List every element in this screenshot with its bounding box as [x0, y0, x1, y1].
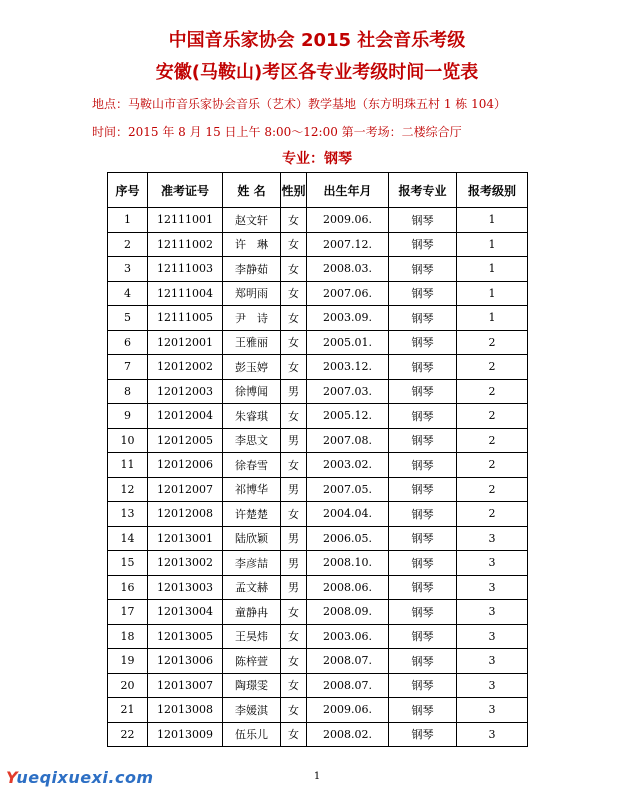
- cell-gender: 男: [281, 551, 307, 576]
- cell-level: 2: [457, 428, 528, 453]
- cell-level: 3: [457, 575, 528, 600]
- cell-level: 3: [457, 526, 528, 551]
- cell-level: 3: [457, 698, 528, 723]
- cell-gender: 女: [281, 502, 307, 527]
- cell-level: 3: [457, 722, 528, 747]
- cell-birth: 2008.09.: [307, 600, 389, 625]
- col-header-gender: 性别: [281, 173, 307, 208]
- cell-name: 赵文轩: [223, 208, 281, 233]
- cell-birth: 2009.06.: [307, 698, 389, 723]
- cell-gender: 女: [281, 306, 307, 331]
- cell-index: 18: [108, 624, 148, 649]
- cell-name: 尹 诗: [223, 306, 281, 331]
- table-row: [108, 600, 528, 625]
- cell-gender: 女: [281, 673, 307, 698]
- cell-exam-id: 12013006: [148, 649, 223, 674]
- cell-birth: 2003.09.: [307, 306, 389, 331]
- cell-level: 2: [457, 379, 528, 404]
- cell-gender: 女: [281, 404, 307, 429]
- cell-name: 孟文赫: [223, 575, 281, 600]
- cell-name: 李思文: [223, 428, 281, 453]
- cell-exam-id: 12013001: [148, 526, 223, 551]
- cell-major: 钢琴: [389, 379, 457, 404]
- cell-index: 22: [108, 722, 148, 747]
- cell-birth: 2003.06.: [307, 624, 389, 649]
- cell-index: 21: [108, 698, 148, 723]
- cell-exam-id: 12012008: [148, 502, 223, 527]
- cell-major: 钢琴: [389, 453, 457, 478]
- cell-name: 王昊炜: [223, 624, 281, 649]
- table-body: [108, 208, 528, 747]
- cell-index: 14: [108, 526, 148, 551]
- cell-major: 钢琴: [389, 257, 457, 282]
- cell-birth: 2007.06.: [307, 281, 389, 306]
- table-row: [108, 502, 528, 527]
- cell-index: 9: [108, 404, 148, 429]
- cell-index: 19: [108, 649, 148, 674]
- cell-exam-id: 12013007: [148, 673, 223, 698]
- cell-index: 8: [108, 379, 148, 404]
- cell-gender: 女: [281, 649, 307, 674]
- cell-exam-id: 12013008: [148, 698, 223, 723]
- subject-heading: 专业：钢琴: [282, 151, 352, 167]
- table-row: [108, 404, 528, 429]
- cell-major: 钢琴: [389, 330, 457, 355]
- cell-index: 6: [108, 330, 148, 355]
- table-row: [108, 624, 528, 649]
- cell-name: 朱睿琪: [223, 404, 281, 429]
- cell-birth: 2008.06.: [307, 575, 389, 600]
- cell-birth: 2008.10.: [307, 551, 389, 576]
- cell-birth: 2007.12.: [307, 232, 389, 257]
- cell-level: 2: [457, 453, 528, 478]
- col-header-name: 姓 名: [223, 173, 281, 208]
- table-row: [108, 379, 528, 404]
- cell-birth: 2007.05.: [307, 477, 389, 502]
- cell-exam-id: 12013003: [148, 575, 223, 600]
- cell-birth: 2008.07.: [307, 673, 389, 698]
- cell-major: 钢琴: [389, 281, 457, 306]
- cell-level: 1: [457, 306, 528, 331]
- cell-exam-id: 12012005: [148, 428, 223, 453]
- cell-index: 13: [108, 502, 148, 527]
- col-header-level: 报考级别: [457, 173, 528, 208]
- cell-birth: 2008.07.: [307, 649, 389, 674]
- cell-exam-id: 12013009: [148, 722, 223, 747]
- cell-major: 钢琴: [389, 649, 457, 674]
- cell-name: 伍乐儿: [223, 722, 281, 747]
- cell-index: 11: [108, 453, 148, 478]
- col-header-index: 序号: [108, 173, 148, 208]
- cell-exam-id: 12111004: [148, 281, 223, 306]
- table-row: [108, 232, 528, 257]
- cell-name: 徐博闻: [223, 379, 281, 404]
- cell-birth: 2009.06.: [307, 208, 389, 233]
- cell-exam-id: 12012004: [148, 404, 223, 429]
- col-header-exam-id: 准考证号: [148, 173, 223, 208]
- cell-level: 3: [457, 649, 528, 674]
- cell-gender: 女: [281, 453, 307, 478]
- cell-gender: 男: [281, 379, 307, 404]
- cell-major: 钢琴: [389, 306, 457, 331]
- cell-name: 陈梓萱: [223, 649, 281, 674]
- col-header-birth: 出生年月: [307, 173, 389, 208]
- cell-exam-id: 12013002: [148, 551, 223, 576]
- cell-gender: 男: [281, 477, 307, 502]
- table-row: [108, 526, 528, 551]
- cell-major: 钢琴: [389, 355, 457, 380]
- cell-index: 3: [108, 257, 148, 282]
- cell-index: 20: [108, 673, 148, 698]
- cell-major: 钢琴: [389, 526, 457, 551]
- cell-name: 许楚楚: [223, 502, 281, 527]
- table-row: [108, 330, 528, 355]
- cell-birth: 2007.08.: [307, 428, 389, 453]
- cell-name: 李彦喆: [223, 551, 281, 576]
- cell-level: 1: [457, 257, 528, 282]
- exam-location: 地点：马鞍山市音乐家协会音乐（艺术）教学基地（东方明珠五村 1 栋 104）: [92, 97, 506, 111]
- table-row: [108, 428, 528, 453]
- cell-exam-id: 12111001: [148, 208, 223, 233]
- cell-gender: 男: [281, 428, 307, 453]
- cell-name: 李静茹: [223, 257, 281, 282]
- cell-gender: 女: [281, 330, 307, 355]
- cell-major: 钢琴: [389, 575, 457, 600]
- cell-major: 钢琴: [389, 673, 457, 698]
- candidate-table: [107, 172, 528, 747]
- table-row: [108, 551, 528, 576]
- cell-level: 1: [457, 232, 528, 257]
- cell-exam-id: 12012006: [148, 453, 223, 478]
- site-watermark-logo: Yueqixuexi.com: [6, 768, 154, 787]
- cell-birth: 2008.03.: [307, 257, 389, 282]
- cell-exam-id: 12111005: [148, 306, 223, 331]
- cell-exam-id: 12012007: [148, 477, 223, 502]
- table-row: [108, 453, 528, 478]
- cell-major: 钢琴: [389, 600, 457, 625]
- table-row: [108, 306, 528, 331]
- cell-birth: 2007.03.: [307, 379, 389, 404]
- cell-name: 郑明雨: [223, 281, 281, 306]
- cell-major: 钢琴: [389, 232, 457, 257]
- cell-birth: 2003.12.: [307, 355, 389, 380]
- cell-index: 10: [108, 428, 148, 453]
- cell-level: 2: [457, 502, 528, 527]
- cell-name: 彭玉婷: [223, 355, 281, 380]
- cell-exam-id: 12012002: [148, 355, 223, 380]
- cell-level: 2: [457, 330, 528, 355]
- table-row: [108, 575, 528, 600]
- cell-name: 徐春雪: [223, 453, 281, 478]
- cell-gender: 女: [281, 698, 307, 723]
- table-row: [108, 281, 528, 306]
- cell-major: 钢琴: [389, 502, 457, 527]
- cell-index: 2: [108, 232, 148, 257]
- cell-birth: 2004.04.: [307, 502, 389, 527]
- cell-birth: 2005.12.: [307, 404, 389, 429]
- cell-major: 钢琴: [389, 428, 457, 453]
- document-subtitle: 安徽(马鞍山)考区各专业考级时间一览表: [155, 62, 479, 83]
- cell-level: 2: [457, 355, 528, 380]
- cell-name: 童静冉: [223, 600, 281, 625]
- cell-index: 17: [108, 600, 148, 625]
- cell-birth: 2003.02.: [307, 453, 389, 478]
- cell-index: 7: [108, 355, 148, 380]
- cell-birth: 2008.02.: [307, 722, 389, 747]
- table-row: [108, 257, 528, 282]
- cell-level: 1: [457, 281, 528, 306]
- cell-level: 3: [457, 673, 528, 698]
- cell-gender: 女: [281, 208, 307, 233]
- cell-major: 钢琴: [389, 551, 457, 576]
- cell-birth: 2006.05.: [307, 526, 389, 551]
- cell-gender: 女: [281, 281, 307, 306]
- exam-time: 时间：2015 年 8 月 15 日上午 8:00～12:00 第一考场：二楼综合厅: [92, 125, 462, 139]
- cell-name: 祁博华: [223, 477, 281, 502]
- cell-gender: 女: [281, 600, 307, 625]
- cell-major: 钢琴: [389, 208, 457, 233]
- cell-exam-id: 12111002: [148, 232, 223, 257]
- cell-name: 陶璟雯: [223, 673, 281, 698]
- cell-level: 1: [457, 208, 528, 233]
- cell-major: 钢琴: [389, 722, 457, 747]
- cell-gender: 女: [281, 355, 307, 380]
- table-row: [108, 355, 528, 380]
- cell-birth: 2005.01.: [307, 330, 389, 355]
- cell-major: 钢琴: [389, 698, 457, 723]
- table-row: [108, 698, 528, 723]
- cell-index: 16: [108, 575, 148, 600]
- cell-major: 钢琴: [389, 477, 457, 502]
- cell-level: 2: [457, 477, 528, 502]
- table-row: [108, 673, 528, 698]
- cell-exam-id: 12012003: [148, 379, 223, 404]
- document-title: 中国音乐家协会 2015 社会音乐考级: [168, 30, 466, 51]
- table-header-row: [108, 173, 528, 208]
- cell-name: 李媛淇: [223, 698, 281, 723]
- cell-index: 15: [108, 551, 148, 576]
- cell-exam-id: 12013004: [148, 600, 223, 625]
- cell-index: 4: [108, 281, 148, 306]
- cell-level: 2: [457, 404, 528, 429]
- cell-gender: 女: [281, 232, 307, 257]
- table-row: [108, 477, 528, 502]
- cell-level: 3: [457, 624, 528, 649]
- cell-gender: 男: [281, 575, 307, 600]
- cell-gender: 男: [281, 526, 307, 551]
- cell-gender: 女: [281, 257, 307, 282]
- cell-major: 钢琴: [389, 404, 457, 429]
- cell-exam-id: 12111003: [148, 257, 223, 282]
- cell-index: 5: [108, 306, 148, 331]
- cell-name: 王雅丽: [223, 330, 281, 355]
- cell-index: 1: [108, 208, 148, 233]
- cell-gender: 女: [281, 722, 307, 747]
- cell-name: 陆欣颖: [223, 526, 281, 551]
- cell-major: 钢琴: [389, 624, 457, 649]
- cell-level: 3: [457, 551, 528, 576]
- cell-name: 许 琳: [223, 232, 281, 257]
- col-header-major: 报考专业: [389, 173, 457, 208]
- cell-exam-id: 12013005: [148, 624, 223, 649]
- cell-gender: 女: [281, 624, 307, 649]
- table-row: [108, 649, 528, 674]
- table-row: [108, 722, 528, 747]
- cell-level: 3: [457, 600, 528, 625]
- page-number: 1: [313, 771, 321, 782]
- table-row: [108, 208, 528, 233]
- cell-index: 12: [108, 477, 148, 502]
- cell-exam-id: 12012001: [148, 330, 223, 355]
